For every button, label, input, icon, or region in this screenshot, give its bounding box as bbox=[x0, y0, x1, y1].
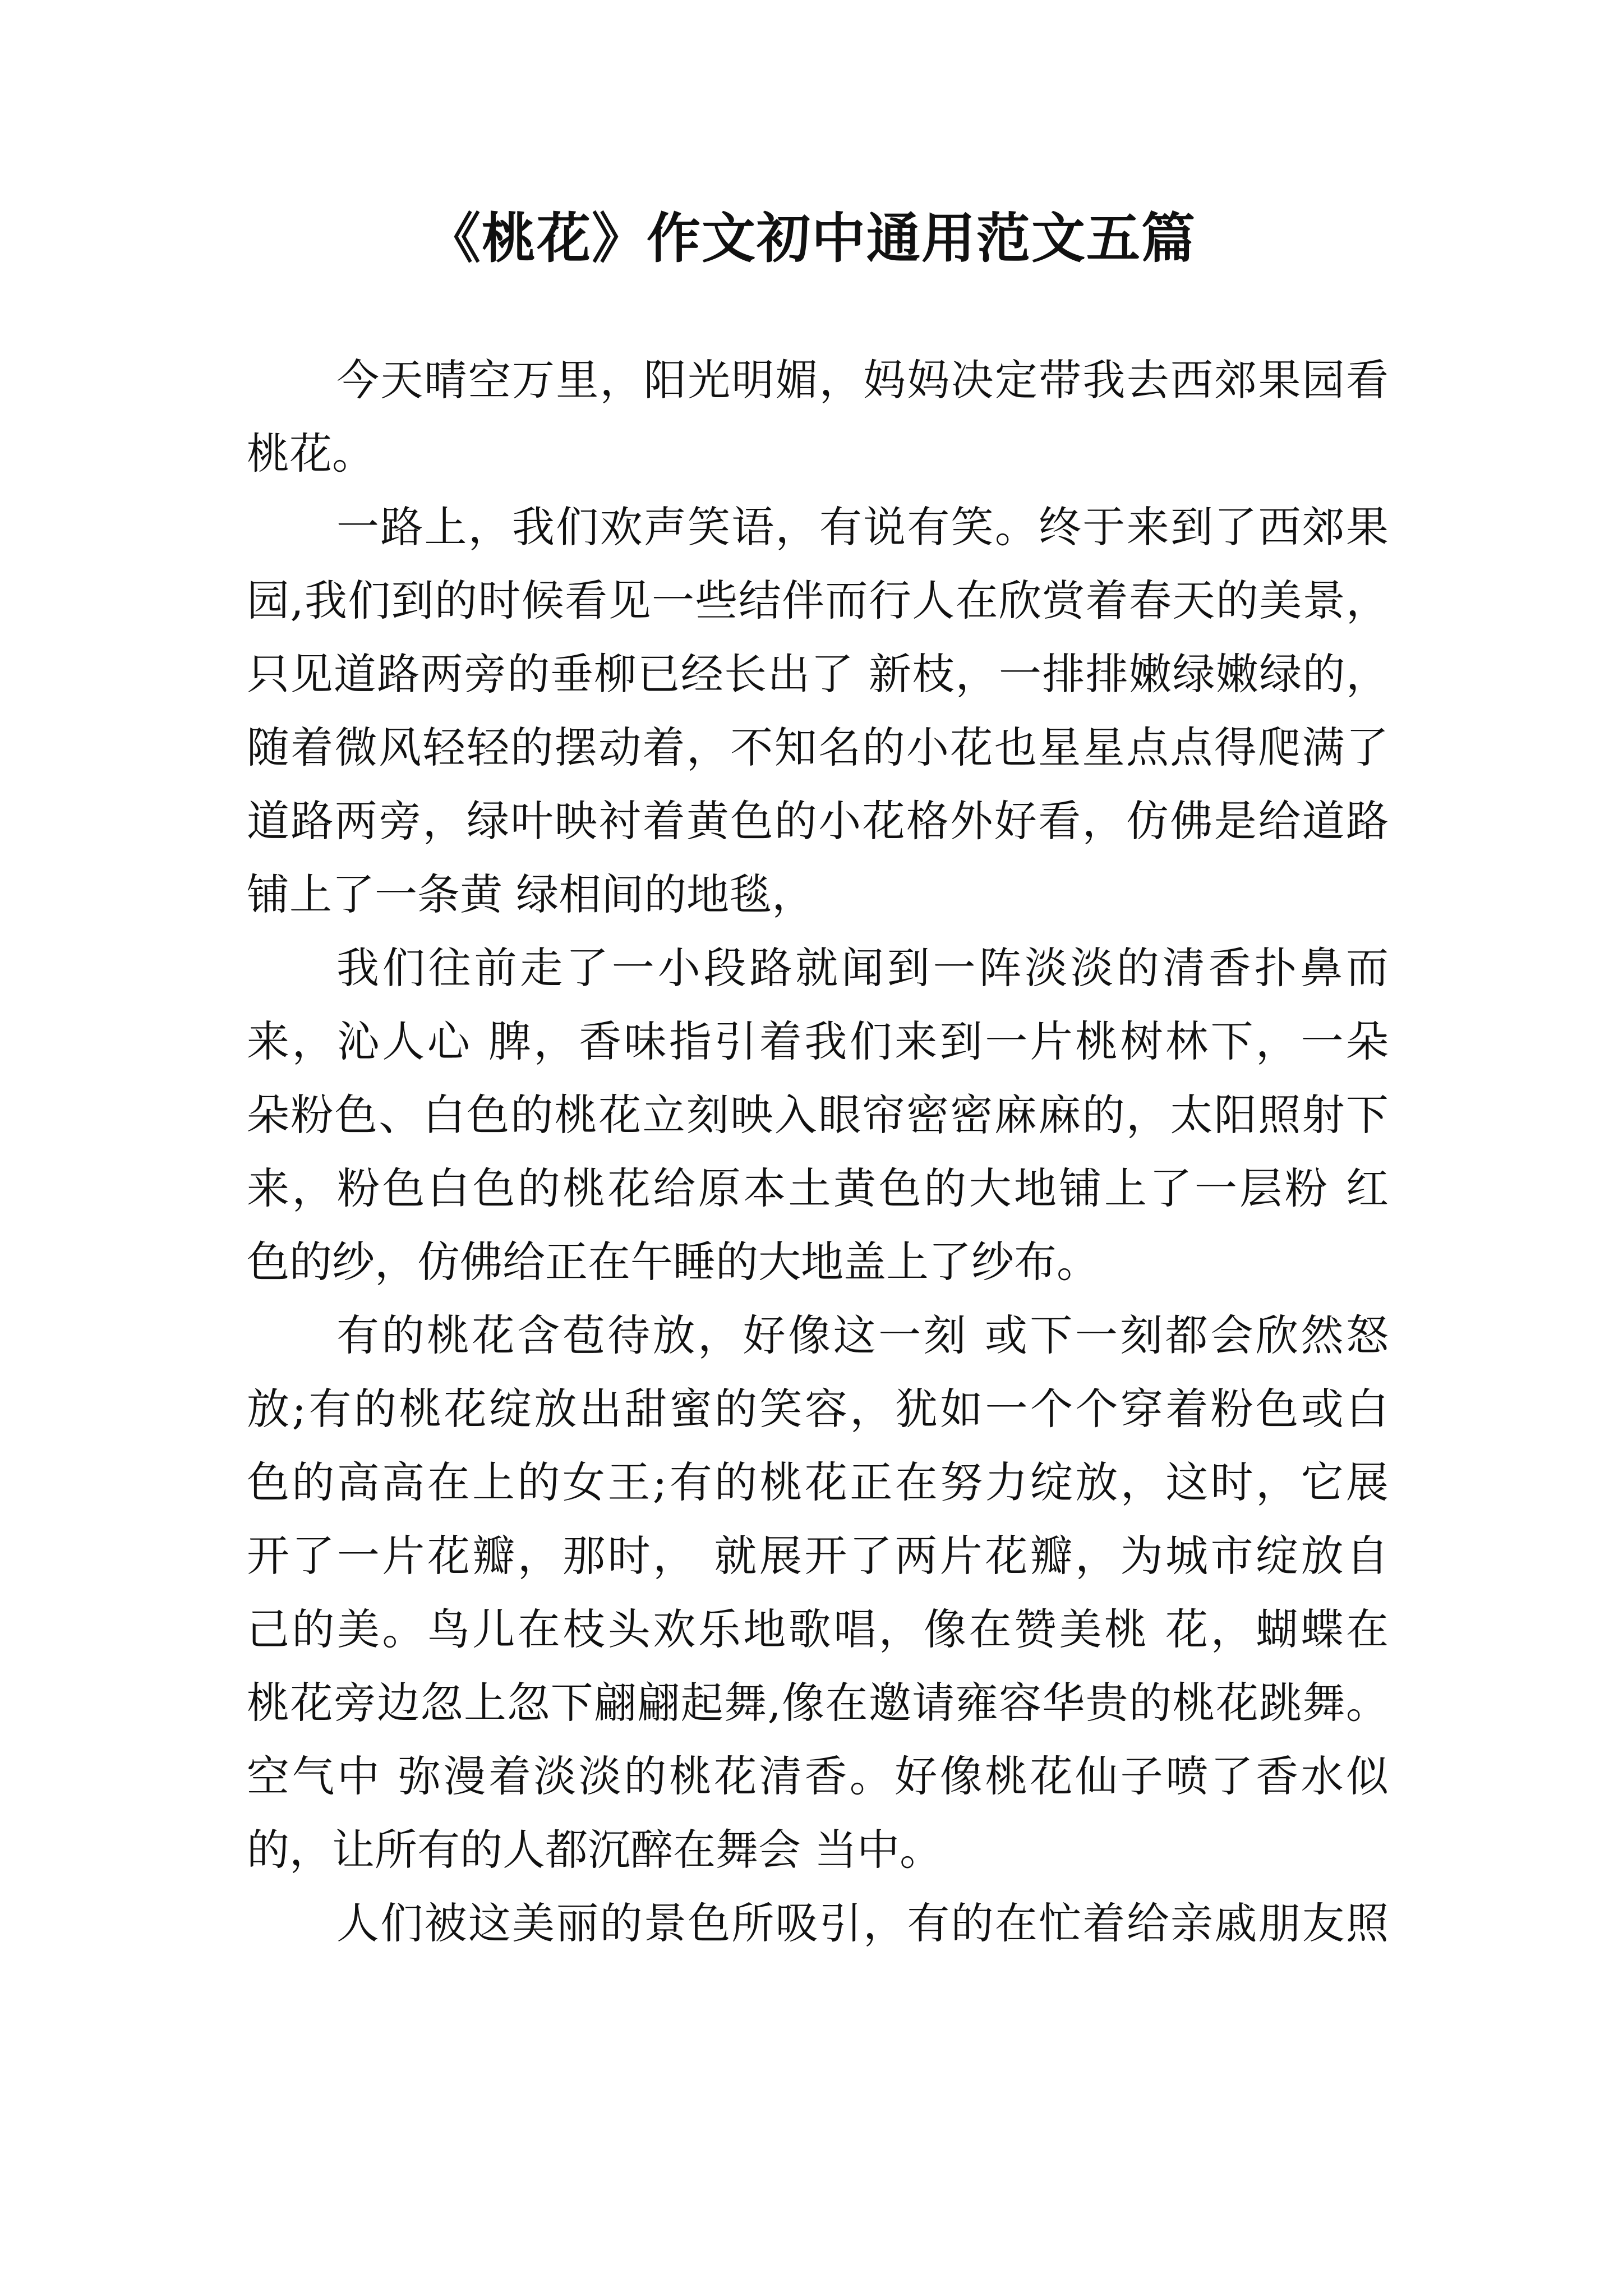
text-line: 有的桃花含苞待放，好像这一刻 或下一刻都会欣然怒 bbox=[336, 1310, 1389, 1360]
text-line: 人们被这美丽的景色所吸引，有的在忙着给亲戚朋友照 bbox=[336, 1898, 1389, 1948]
text-line: 铺上了一条黄 绿相间的地毯， bbox=[247, 869, 815, 919]
paragraph bbox=[247, 490, 1389, 931]
text-line: 色的高高在上的女王;有的桃花正在努力绽放，这时，它展 bbox=[247, 1457, 1389, 1507]
text-line: 桃花。 bbox=[247, 429, 375, 478]
text-line: 今天晴空万里，阳光明媚，妈妈决定带我去西郊果园看 bbox=[336, 355, 1389, 405]
text-line: 的，让所有的人都沉醉在舞会 当中。 bbox=[247, 1825, 943, 1875]
text-line: 我们往前走了一小段路就闻到一阵淡淡的清香扑鼻而 bbox=[336, 943, 1389, 993]
paragraph bbox=[247, 1299, 1389, 1887]
text-line: 随着微风轻轻的摆动着，不知名的小花也星星点点得爬满了 bbox=[247, 723, 1389, 772]
text-line: 一路上，我们欢声笑语，有说有笑。终于来到了西郊果 bbox=[336, 502, 1389, 552]
text-line: 来，粉色白色的桃花给原本土黄色的大地铺上了一层粉 红 bbox=[247, 1163, 1389, 1213]
paragraph bbox=[247, 1887, 1389, 1960]
text-line: 开了一片花瓣，那时， 就展开了两片花瓣，为城市绽放自 bbox=[247, 1531, 1389, 1581]
text-line: 朵粉色、白色的桃花立刻映入眼帘密密麻麻的，太阳照射下 bbox=[247, 1090, 1389, 1140]
document-title: 《桃花》作文初中通用范文五篇 bbox=[427, 206, 1196, 270]
paragraph bbox=[247, 343, 1389, 490]
text-line: 放;有的桃花绽放出甜蜜的笑容，犹如一个个穿着粉色或白 bbox=[247, 1384, 1389, 1434]
text-line: 只见道路两旁的垂柳已经长出了 新枝，一排排嫩绿嫩绿的， bbox=[247, 649, 1389, 699]
text-line: 道路两旁，绿叶映衬着黄色的小花格外好看，仿佛是给道路 bbox=[247, 796, 1389, 846]
text-line: 色的纱，仿佛给正在午睡的大地盖上了纱布。 bbox=[247, 1237, 1099, 1287]
text-line: 园,我们到的时候看见一些结伴而行人在欣赏着春天的美景， bbox=[247, 576, 1389, 625]
text-line: 桃花旁边忽上忽下翩翩起舞,像在邀请雍容华贵的桃花跳舞。 bbox=[247, 1678, 1389, 1728]
text-line: 己的美。鸟儿在枝头欢乐地歌唱，像在赞美桃 花，蝴蝶在 bbox=[247, 1604, 1389, 1654]
text-line: 空气中 弥漫着淡淡的桃花清香。好像桃花仙子喷了香水似 bbox=[247, 1751, 1389, 1801]
paragraph bbox=[247, 931, 1389, 1299]
document-body bbox=[247, 343, 1389, 1960]
text-line: 来，沁人心 脾，香味指引着我们来到一片桃树林下，一朵 bbox=[247, 1016, 1389, 1066]
